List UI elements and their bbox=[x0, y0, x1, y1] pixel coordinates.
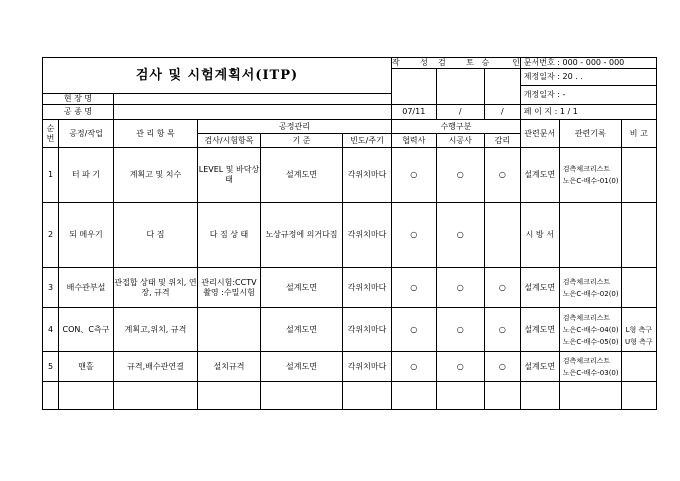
row-related-doc: 설계도면 bbox=[520, 148, 559, 203]
row-no: 3 bbox=[43, 268, 59, 308]
sign-box-author bbox=[392, 69, 437, 105]
row-inspection: 관리시험:CCTV촬영 :수밀시험 bbox=[198, 268, 261, 308]
row-standard: 노상규정에 의거다짐 bbox=[261, 203, 343, 268]
row-process: 터 파 기 bbox=[59, 148, 114, 203]
row-contractor: ○ bbox=[436, 308, 484, 352]
row-process: 되 메우기 bbox=[59, 203, 114, 268]
row-process: CON、C측구 bbox=[59, 308, 114, 352]
row-related-record bbox=[559, 268, 621, 308]
issue-date: 제정일자 : 20 . . bbox=[520, 69, 656, 86]
table-row bbox=[43, 148, 657, 203]
row-process: 배수관부설 bbox=[59, 268, 114, 308]
col-contractor: 시공사 bbox=[436, 134, 484, 148]
row-remarks bbox=[621, 268, 656, 308]
row-related-doc: 설계도면 bbox=[520, 352, 559, 382]
row-contractor: ○ bbox=[436, 268, 484, 308]
row-standard: 설계도면 bbox=[261, 352, 343, 382]
row-item: 규격,배수관연결 bbox=[114, 352, 198, 382]
row-no: 1 bbox=[43, 148, 59, 203]
table-row bbox=[43, 352, 657, 382]
sign-box-reviewer bbox=[436, 69, 484, 105]
row-frequency: 각위치마다 bbox=[343, 148, 392, 203]
col-no: 순번 bbox=[43, 120, 59, 148]
row-subcontractor: ○ bbox=[392, 308, 437, 352]
sign-label: 작 bbox=[392, 58, 400, 67]
row-subcontractor: ○ bbox=[392, 268, 437, 308]
record-line: 노은C-배수-01(0) bbox=[562, 177, 619, 185]
row-supervisor: ○ bbox=[484, 308, 520, 352]
col-subcontractor: 협력사 bbox=[392, 134, 437, 148]
sign-label: 성 bbox=[420, 58, 428, 67]
record-line: 검측체크리스트 bbox=[562, 165, 611, 173]
col-related-record: 관련기록 bbox=[559, 120, 621, 148]
row-contractor: ○ bbox=[436, 148, 484, 203]
row-process: 맨홀 bbox=[59, 352, 114, 382]
row-no: 4 bbox=[43, 308, 59, 352]
row-item: 다 짐 bbox=[114, 203, 198, 268]
row-standard: 설계도면 bbox=[261, 268, 343, 308]
row-frequency: 각위치마다 bbox=[343, 203, 392, 268]
col-process: 공정/작업 bbox=[59, 120, 114, 148]
sign-label: 토 bbox=[466, 58, 474, 67]
row-no: 5 bbox=[43, 352, 59, 382]
col-standard: 기 준 bbox=[261, 134, 343, 148]
page-number: 페 이 지 : 1 / 1 bbox=[520, 105, 656, 120]
record-line: 검측체크리스트 bbox=[562, 356, 611, 365]
record-line: 검측체크리스트 bbox=[562, 313, 611, 322]
row-subcontractor: ○ bbox=[392, 148, 437, 203]
row-supervisor: ○ bbox=[484, 148, 520, 203]
row-item: 관접합 상태 및 위치, 연장, 규격 bbox=[114, 268, 198, 308]
table-row bbox=[43, 268, 657, 308]
revision-date: 개정일자 : - bbox=[520, 86, 656, 105]
row-contractor: ○ bbox=[436, 352, 484, 382]
row-inspection: 다 짐 상 태 bbox=[198, 203, 261, 268]
row-related-record bbox=[559, 148, 621, 203]
record-line: 노은C-배수-02(0) bbox=[562, 289, 619, 298]
row-no: 2 bbox=[43, 203, 59, 268]
sign-label: 검 bbox=[437, 58, 446, 67]
row-remarks bbox=[621, 203, 656, 268]
row-remarks bbox=[621, 352, 656, 382]
itp-table bbox=[42, 57, 657, 410]
work-type-label: 공 종 명 bbox=[43, 105, 114, 120]
date-reviewer: / bbox=[436, 105, 484, 120]
col-execution: 수행구분 bbox=[392, 120, 521, 134]
row-related-record bbox=[559, 352, 621, 382]
date-approver: / bbox=[484, 105, 520, 120]
table-row bbox=[43, 203, 657, 268]
document-title: 검사 및 시험계획서(ITP) bbox=[43, 58, 392, 94]
row-standard: 설계도면 bbox=[261, 148, 343, 203]
col-related-doc: 관련문서 bbox=[520, 120, 559, 148]
row-inspection bbox=[198, 308, 261, 352]
record-line: 노은C-배수-03(0) bbox=[562, 368, 619, 377]
row-related-doc: 설계도면 bbox=[520, 268, 559, 308]
row-supervisor bbox=[484, 203, 520, 268]
remark-line: L형 측구 bbox=[625, 325, 652, 334]
record-line: 노은C-배수-05(0) bbox=[562, 337, 619, 346]
site-name-label: 현 장 명 bbox=[43, 94, 114, 105]
row-standard: 설계도면 bbox=[261, 308, 343, 352]
row-inspection: LEVEL 및 바닥상태 bbox=[198, 148, 261, 203]
row-supervisor: ○ bbox=[484, 268, 520, 308]
sign-label: 승 bbox=[481, 58, 490, 67]
row-subcontractor: ○ bbox=[392, 203, 437, 268]
row-remarks bbox=[621, 148, 656, 203]
row-frequency: 각위치마다 bbox=[343, 268, 392, 308]
row-inspection: 설치규격 bbox=[198, 352, 261, 382]
row-remarks bbox=[621, 308, 656, 352]
site-name-value bbox=[114, 94, 392, 105]
row-subcontractor: ○ bbox=[392, 352, 437, 382]
document-number: 문서번호 : 000 - 000 - 000 bbox=[520, 58, 656, 69]
row-contractor: ○ bbox=[436, 203, 484, 268]
work-type-value bbox=[114, 105, 392, 120]
row-supervisor: ○ bbox=[484, 352, 520, 382]
col-inspection: 검사/시험항목 bbox=[198, 134, 261, 148]
col-process-mgmt: 공정관리 bbox=[198, 120, 392, 134]
col-remarks: 비 고 bbox=[621, 120, 656, 148]
record-line: 노은C-배수-04(0) bbox=[562, 325, 619, 334]
col-supervisor: 감리 bbox=[484, 134, 520, 148]
record-line: 검측체크리스트 bbox=[562, 277, 611, 286]
row-item: 계획고,위치, 규격 bbox=[114, 308, 198, 352]
row-related-record bbox=[559, 203, 621, 268]
col-item: 관 리 항 목 bbox=[114, 120, 198, 148]
row-frequency: 각위치마다 bbox=[343, 352, 392, 382]
row-related-doc: 설계도면 bbox=[520, 308, 559, 352]
row-item: 계획고 및 치수 bbox=[114, 148, 198, 203]
row-frequency: 각위치마다 bbox=[343, 308, 392, 352]
row-related-record bbox=[559, 308, 621, 352]
col-frequency: 빈도/주기 bbox=[343, 134, 392, 148]
table-row-empty bbox=[43, 382, 657, 410]
table-row bbox=[43, 308, 657, 352]
sign-label: 인 bbox=[512, 58, 520, 67]
row-related-doc: 시 방 서 bbox=[520, 203, 559, 268]
sign-box-approver bbox=[484, 69, 520, 105]
remark-line: U형 측구 bbox=[624, 337, 653, 346]
itp-sheet bbox=[42, 57, 657, 410]
date-author: 07/11 bbox=[392, 105, 437, 120]
